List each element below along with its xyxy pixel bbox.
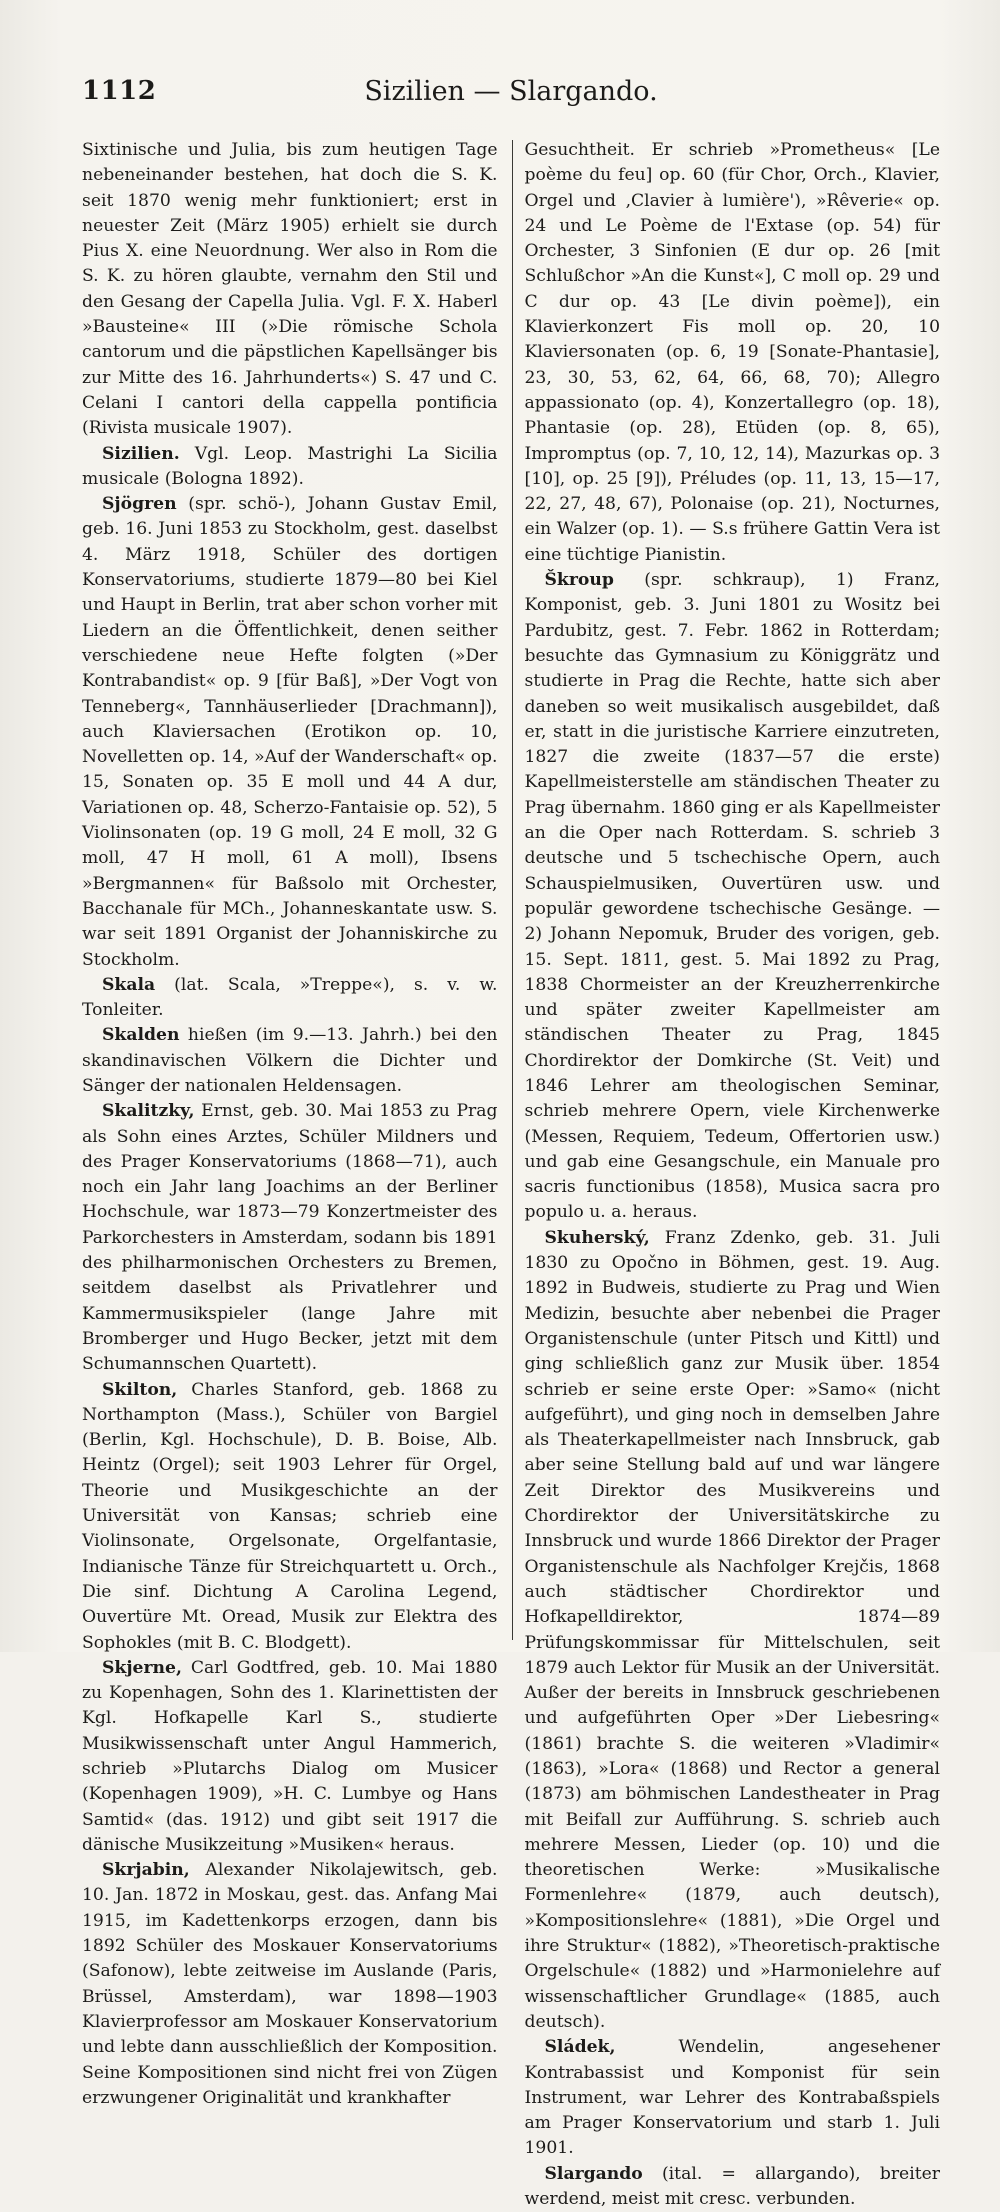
- entry-text: Vgl. Leop. Mastrighi La Sicilia musicale (Bologna 1892).: [82, 443, 498, 489]
- headword: Skalden: [102, 1025, 180, 1046]
- headword: Sizilien.: [102, 443, 180, 464]
- entry-continuation: [82, 138, 498, 442]
- headword: Slargando: [544, 2163, 643, 2184]
- entry-sladek: [525, 2035, 941, 2161]
- headword: Sládek,: [544, 2037, 616, 2058]
- headword: Skalitzky,: [102, 1101, 195, 1122]
- entry-skalden: [82, 1023, 498, 1099]
- entry-text: Franz Zdenko, geb. 31. Juli 1830 zu Opočno in Böhmen, gest. 19. Aug. 1892 in Budweis, studierte zu Prag und Wien Medizin, besuchte aber nebenbei die Prager Organistenschule (unter Pitsch und Kittl) und ging schließlich ganz zur Musik über. 1854 schrieb er seine erste Oper: »Samo« (nicht aufgeführt), und ging noch in demselben Jahre als Theaterkapellmeister nach Innsbruck, gab aber seine Stellung bald auf und war längere Zeit Direktor des Musikvereins und Chordirektor der Universitätskirche zu Innsbruck und wurde 1866 Direktor der Prager Organistenschule als Nachfolger Krejčis, 1868 auch städtischer Chordirektor und Hofkapelldirektor, 1874—89 Prüfungskommissar für Mittelschulen, seit 1879 auch Lektor für Musik an der Universität. Außer der bereits in Innsbruck geschriebenen und aufgeführten Oper »Der Liebesring« (1861) brachte S. die weiteren »Vladimir« (1863), »Lora« (1868) und Rector a general (1873) am böhmischen Landestheater in Prag mit Beifall zur Aufführung. S. schrieb auch mehrere Messen, Lieder (op. 10) und die theoretischen Werke: »Musikalische Formenlehre« (1879, auch deutsch), »Kompositionslehre« (1881), »Die Orgel und ihre Struktur« (1882), »Theoretisch-praktische Orgelschule« (1882) und »Harmonielehre auf wissenschaftlicher Grundlage« (1885, auch deutsch).: [524, 1227, 941, 2032]
- headword: Skala: [102, 974, 156, 995]
- headword: Skjerne,: [102, 1657, 182, 1678]
- entry-skalitzky: [82, 1099, 498, 1377]
- entry-skroup: [525, 568, 941, 1226]
- entry-text: (spr. schö-), Johann Gustav Emil, geb. 16. Juni 1853 zu Stockholm, gest. daselbst 4. März 1918, Schüler des dortigen Konservatoriums, studierte 1879—80 bei Kiel und Haupt in Berlin, trat aber schon vorher mit Liedern an die Öffentlichkeit, denen seither verschiedene neue Hefte folgten (»Der Kontrabandist« op. 9 [für Baß], »Der Vogt von Tenneberg«, Tannhäuserlieder [Drachmann]), auch Klaviersachen (Erotikon op. 10, Novelletten op. 14, »Auf der Wanderschaft« op. 15, Sonaten op. 35 E moll und 44 A dur, Variationen op. 48, Scherzo-Fantaisie op. 52), 5 Violinsonaten (op. 19 G moll, 24 E moll, 32 G moll, 47 H moll, 61 A moll), Ibsens »Bergmannen« für Baßsolo mit Orchester, Bacchanale für MCh., Johanneskantate usw. S. war seit 1891 Organist der Johanniskirche zu Stockholm.: [82, 494, 498, 970]
- entry-text: (ital. = allargando), breiter werdend, meist mit cresc. verbunden.: [524, 2163, 941, 2210]
- entry-skilton: [82, 1378, 498, 1656]
- headword: Skuherský,: [544, 1227, 650, 1248]
- entry-text: Sixtinische und Julia, bis zum heutigen Tage nebeneinander bestehen, hat doch die S. K. seit 1870 wenig mehr funktioniert; erst in neuester Zeit (März 1905) erhielt sie durch Pius X. eine Neuordnung. Wer also in Rom die S. K. zu hören glaubte, vernahm den Stil und den Gesang der Capella Julia. Vgl. F. X. Haberl »Bausteine« III (»Die römische Schola cantorum und die päpstlichen Kapellsänger bis zur Mitte des 16. Jahrhunderts«) S. 47 und C. Celani I cantori della cappella pontificia (Rivista musicale 1907).: [82, 140, 498, 439]
- page-header: [82, 72, 940, 124]
- entry-text: Alexander Nikolajewitsch, geb. 10. Jan. 1872 in Moskau, gest. das. Anfang Mai 1915, im Kadettenkorps erzogen, dann bis 1892 Schüler des Moskauer Konservatoriums (Safonow), lebte zeitweise im Auslande (Paris, Brüssel, Amsterdam), war 1898—1903 Klavierprofessor am Moskauer Konservatorium und lebte dann ausschließlich der Komposition. Seine Kompositionen sind nicht frei von Zügen erzwungener Originalität und krankhafter: [82, 1860, 498, 2108]
- headword: Skilton,: [102, 1379, 178, 1400]
- entry-sjoegren: [82, 492, 498, 973]
- headword: Škroup: [544, 570, 614, 591]
- headword: Skrjabin,: [102, 1860, 190, 1881]
- entry-text: Charles Stanford, geb. 1868 zu Northampton (Mass.), Schüler von Bargiel (Berlin, Kgl. Hochschule), D. B. Boise, Alb. Heintz (Orgel); seit 1903 Lehrer für Orgel, Theorie und Musikgeschichte an der Universität von Kansas; schrieb eine Violinsonate, Orgelsonate, Orgelfantasie, Indianische Tänze für Streichquartett u. Orch., Die sinf. Dichtung A Carolina Legend, Ouvertüre Mt. Oread, Musik zur Elektra des Sophokles (mit B. C. Blodgett).: [82, 1379, 498, 1653]
- entry-slargando: [525, 2162, 941, 2212]
- entry-text: (spr. schkraup), 1) Franz, Komponist, geb. 3. Juni 1801 zu Wositz bei Pardubitz, gest. 7. Febr. 1862 in Rotterdam; besuchte das Gymnasium zu Königgrätz und studierte in Prag die Rechte, hatte sich aber daneben so weit musikalisch ausgebildet, daß er, statt in die juristische Karriere einzutreten, 1827 die zweite (1837—57 die erste) Kapellmeisterstelle am ständischen Theater zu Prag übernahm. 1860 ging er als Kapellmeister an die Oper nach Rotterdam. S. schrieb 3 deutsche und 5 tschechische Opern, auch Schauspielmusiken, Ouvertüren usw. und populär gewordene tschechische Gesänge. — 2) Johann Nepomuk, Bruder des vorigen, geb. 15. Sept. 1811, gest. 5. Mai 1892 zu Prag, 1838 Chormeister an der Kreuzherrenkirche und später zweiter Kapellmeister am ständischen Theater zu Prag, 1845 Chordirektor der Domkirche (St. Veit) und 1846 Lehrer am theologischen Seminar, schrieb mehrere Opern, viele Kirchenwerke (Messen, Requiem, Tedeum, Offertorien usw.) und gab eine Gesangschule, ein Manuale pro sacris functionibus (1858), Musica sacra pro populo u. a. heraus.: [524, 570, 941, 1223]
- left-column: [82, 138, 512, 2108]
- entry-skuhersky: [525, 1226, 941, 2036]
- entry-skjerne: [82, 1656, 498, 1858]
- entry-sizilien: [82, 442, 498, 493]
- headword: Sjögren: [102, 494, 177, 515]
- two-column-body: [82, 138, 941, 2210]
- entry-continuation: [525, 138, 941, 568]
- entry-text: Ernst, geb. 30. Mai 1853 zu Prag als Sohn eines Arztes, Schüler Mildners und des Prager Konservatoriums (1868—71), auch noch ein Jahr lang Joachims an der Berliner Hochschule, war 1873—79 Konzertmeister des Parkorchesters in Amsterdam, sodann bis 1891 des philharmonischen Orchesters zu Bremen, seitdem daselbst als Privatlehrer und Kammermusikspieler (lange Jahre mit Bromberger und Hugo Becker, jetzt mit dem Schumannschen Quartett).: [82, 1101, 498, 1375]
- entry-text: Wendelin, angesehener Kontrabassist und Komponist für sein Instrument, war Lehrer des Kontrabaßspiels am Prager Konservatorium und starb 1. Juli 1901.: [524, 2037, 941, 2159]
- entry-text: Gesuchtheit. Er schrieb »Prometheus« [Le poème du feu] op. 60 (für Chor, Orch., Klavier, Orgel und ‚Clavier à lumière'), »Rêverie« op. 24 und Le Poème de l'Extase (op. 54) für Orchester, 3 Sinfonien (E dur op. 26 [mit Schlußchor »An die Kunst«], C moll op. 29 und C dur op. 43 [Le divin poème]), ein Klavierkonzert Fis moll op. 20, 10 Klaviersonaten (op. 6, 19 [Sonate-Phantasie], 23, 30, 53, 62, 64, 66, 68, 70); Allegro appassionato (op. 4), Konzertallegro (op. 18), Phantasie (op. 28), Etüden (op. 8, 65), Impromptus (op. 7, 10, 12, 14), Mazurkas op. 3 [10], op. 25 [9]), Préludes (op. 11, 13, 15—17, 22, 27, 48, 67), Polonaise (op. 21), Nocturnes, ein Walzer (op. 1). — S.s frühere Gattin Vera ist eine tüchtige Pianistin.: [524, 140, 941, 565]
- entry-text: Carl Godtfred, geb. 10. Mai 1880 zu Kopenhagen, Sohn des 1. Klarinettisten der Kgl. Hofkapelle Karl S., studierte Musikwissenschaft unter Angul Hammerich, schrieb »Plutarchs Dialog om Musicer (Kopenhagen 1909), »H. C. Lumbye og Hans Samtid« (das. 1912) und gibt seit 1917 die dänische Musikzeitung »Musiken« heraus.: [82, 1657, 498, 1855]
- entry-text: hießen (im 9.—13. Jahrh.) bei den skandinavischen Völkern die Dichter und Sänger der nationalen Heldensagen.: [82, 1025, 498, 1096]
- running-head: Sizilien — Slargando.: [364, 76, 658, 107]
- right-column: [513, 138, 941, 2210]
- entry-skrjabin: [82, 1858, 498, 2111]
- entry-text: (lat. Scala, »Treppe«), s. v. w. Tonleiter.: [82, 974, 498, 1021]
- page-number: 1112: [82, 76, 157, 106]
- entry-skala: [82, 973, 498, 1024]
